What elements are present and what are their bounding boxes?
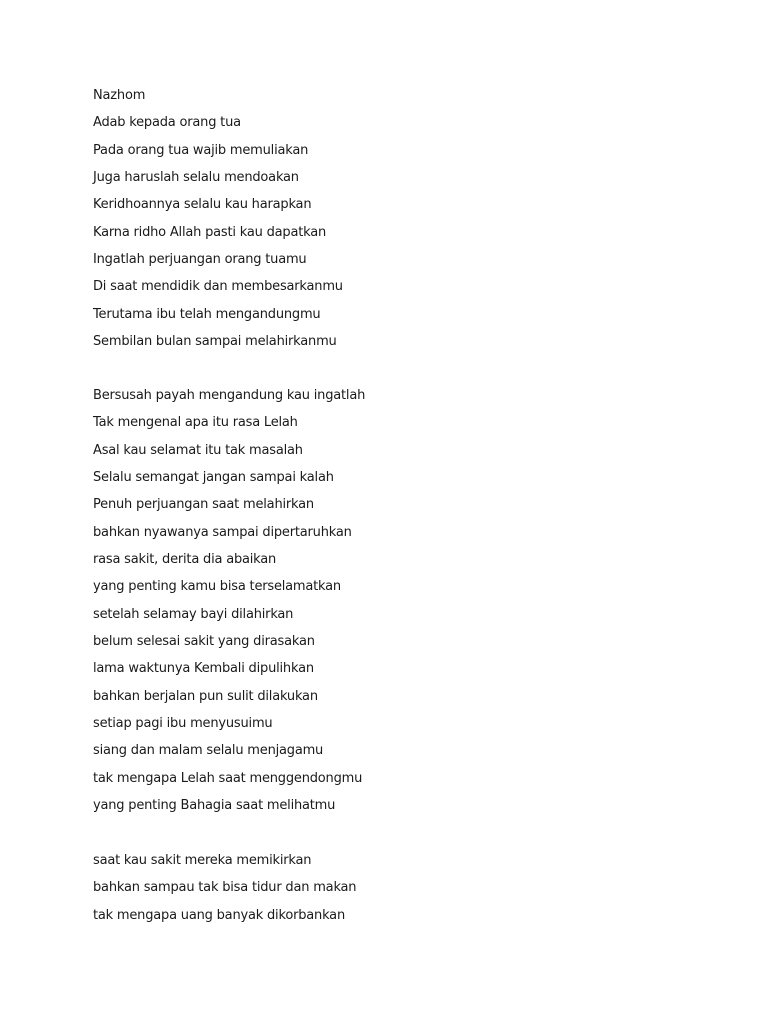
poem-line: Tak mengenal apa itu rasa Lelah (93, 415, 298, 431)
document-title: Nazhom (93, 88, 146, 103)
poem-line: tak mengapa uang banyak dikorbankan (93, 907, 345, 923)
poem-line: Pada orang tua wajib memuliakan (93, 142, 309, 158)
poem-line: saat kau sakit mereka memikirkan (93, 853, 312, 868)
poem-line: Bersusah payah mengandung kau ingatlah (93, 388, 366, 403)
poem-line: setiap pagi ibu menyusuimu (93, 716, 273, 732)
poem-line: setelah selamay bayi dilahirkan (93, 606, 294, 622)
poem-line: Asal kau selamat itu tak masalah (93, 442, 303, 458)
poem-line: Juga haruslah selalu mendoakan (93, 170, 299, 186)
poem-line: lama waktunya Kembali dipulihkan (93, 661, 314, 677)
poem-line: bahkan nyawanya sampai dipertaruhkan (93, 524, 352, 540)
stanza-3 (93, 847, 356, 929)
stanza-1 (93, 82, 343, 355)
poem-line: Di saat mendidik dan membesarkanmu (93, 279, 343, 295)
stanza-2 (93, 382, 365, 820)
poem-line: Karna ridho Allah pasti kau dapatkan (93, 224, 327, 240)
poem-line: Ingatlah perjuangan orang tuamu (93, 252, 307, 268)
poem-line: bahkan berjalan pun sulit dilakukan (93, 688, 318, 704)
poem-line: Selalu semangat jangan sampai kalah (93, 470, 334, 486)
poem-line: rasa sakit, derita dia abaikan (93, 552, 277, 568)
poem-line: belum selesai sakit yang dirasakan (93, 634, 315, 650)
poem-line: Penuh perjuangan saat melahirkan (93, 497, 314, 513)
poem-line: Sembilan bulan sampai melahirkanmu (93, 334, 337, 350)
poem-line: Terutama ibu telah mengandungmu (93, 306, 321, 322)
poem-line: siang dan malam selalu menjagamu (93, 743, 324, 759)
poem-line: bahkan sampau tak bisa tidur dan makan (93, 880, 357, 896)
document-subtitle: Adab kepada orang tua (93, 115, 241, 131)
poem-line: tak mengapa Lelah saat menggendongmu (93, 770, 363, 786)
poem-line: yang penting kamu bisa terselamatkan (93, 579, 341, 595)
poem-line: yang penting Bahagia saat melihatmu (93, 798, 336, 814)
poem-line: Keridhoannya selalu kau harapkan (93, 197, 312, 213)
